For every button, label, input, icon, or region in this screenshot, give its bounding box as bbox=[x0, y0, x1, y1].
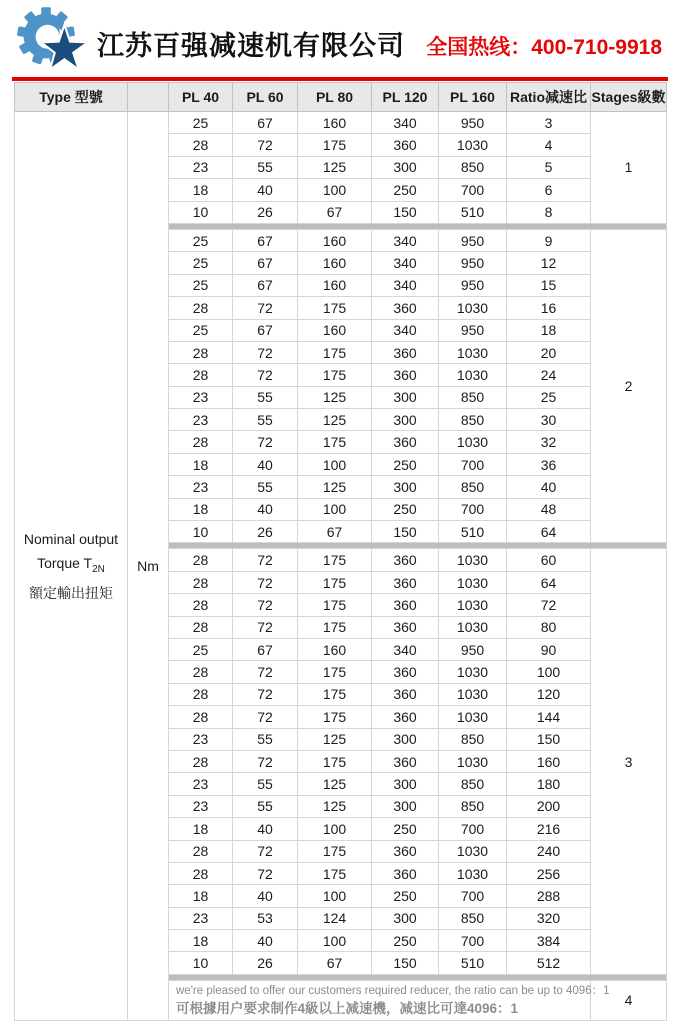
value-cell: 24 bbox=[507, 364, 591, 386]
value-cell: 20 bbox=[507, 341, 591, 363]
type-label-line1: Nominal output bbox=[23, 530, 119, 547]
value-cell: 55 bbox=[233, 156, 298, 178]
value-cell: 125 bbox=[298, 728, 372, 750]
value-cell: 1030 bbox=[439, 862, 507, 884]
value-cell: 1030 bbox=[439, 683, 507, 705]
value-cell: 340 bbox=[372, 252, 439, 274]
value-cell: 67 bbox=[298, 952, 372, 974]
type-label-line2: Torque $T_{2N}$ bbox=[37, 554, 105, 575]
note-text-en: we're pleased to offer our customers required reducer, the ratio can be up to 4096：1 bbox=[176, 984, 610, 997]
type-label-line3: 額定輸出扭矩 bbox=[29, 585, 113, 602]
value-cell: 850 bbox=[439, 476, 507, 498]
value-cell: 125 bbox=[298, 773, 372, 795]
value-cell: 90 bbox=[507, 638, 591, 660]
value-cell: 160 bbox=[298, 229, 372, 251]
value-cell: 360 bbox=[372, 297, 439, 319]
value-cell: 23 bbox=[169, 409, 233, 431]
value-cell: 950 bbox=[439, 638, 507, 660]
value-cell: 67 bbox=[298, 201, 372, 223]
value-cell: 23 bbox=[169, 773, 233, 795]
value-cell: 340 bbox=[372, 112, 439, 134]
value-cell: 25 bbox=[169, 229, 233, 251]
value-cell: 60 bbox=[507, 549, 591, 571]
value-cell: 300 bbox=[372, 907, 439, 929]
value-cell: 67 bbox=[233, 638, 298, 660]
value-cell: 850 bbox=[439, 409, 507, 431]
value-cell: 28 bbox=[169, 431, 233, 453]
col-header-stages: Stages級數 bbox=[591, 83, 667, 112]
company-name: 江苏百强减速机有限公司 bbox=[97, 31, 405, 61]
value-cell: 72 bbox=[233, 750, 298, 772]
value-cell: 100 bbox=[298, 179, 372, 201]
col-header-pl60: PL 60 bbox=[233, 83, 298, 112]
value-cell: 23 bbox=[169, 156, 233, 178]
value-cell: 100 bbox=[298, 930, 372, 952]
value-cell: 124 bbox=[298, 907, 372, 929]
value-cell: 250 bbox=[372, 453, 439, 475]
value-cell: 72 bbox=[233, 683, 298, 705]
value-cell: 950 bbox=[439, 274, 507, 296]
value-cell: 55 bbox=[233, 386, 298, 408]
value-cell: 26 bbox=[233, 952, 298, 974]
note-cell bbox=[169, 980, 610, 1020]
value-cell: 48 bbox=[507, 498, 591, 520]
value-cell: 1030 bbox=[439, 840, 507, 862]
header-row bbox=[15, 83, 667, 112]
value-cell: 80 bbox=[507, 616, 591, 638]
value-cell: 28 bbox=[169, 840, 233, 862]
col-header-pl80: PL 80 bbox=[298, 83, 372, 112]
stage-cell: 2 bbox=[591, 229, 667, 542]
value-cell: 18 bbox=[169, 885, 233, 907]
value-cell: 72 bbox=[233, 549, 298, 571]
value-cell: 55 bbox=[233, 728, 298, 750]
value-cell: 360 bbox=[372, 840, 439, 862]
value-cell: 72 bbox=[233, 341, 298, 363]
value-cell: 32 bbox=[507, 431, 591, 453]
value-cell: 384 bbox=[507, 930, 591, 952]
value-cell: 1030 bbox=[439, 706, 507, 728]
value-cell: 72 bbox=[233, 616, 298, 638]
stage-cell: 4 bbox=[591, 980, 667, 1020]
value-cell: 28 bbox=[169, 862, 233, 884]
value-cell: 72 bbox=[507, 594, 591, 616]
value-cell: 40 bbox=[233, 885, 298, 907]
value-cell: 100 bbox=[298, 885, 372, 907]
value-cell: 67 bbox=[233, 274, 298, 296]
value-cell: 360 bbox=[372, 862, 439, 884]
col-header-pl120: PL 120 bbox=[372, 83, 439, 112]
value-cell: 250 bbox=[372, 498, 439, 520]
value-cell: 67 bbox=[233, 229, 298, 251]
value-cell: 72 bbox=[233, 134, 298, 156]
value-cell: 240 bbox=[507, 840, 591, 862]
value-cell: 9 bbox=[507, 229, 591, 251]
value-cell: 72 bbox=[233, 594, 298, 616]
value-cell: 180 bbox=[507, 773, 591, 795]
value-cell: 125 bbox=[298, 409, 372, 431]
value-cell: 1030 bbox=[439, 661, 507, 683]
value-cell: 55 bbox=[233, 795, 298, 817]
value-cell: 23 bbox=[169, 795, 233, 817]
value-cell: 144 bbox=[507, 706, 591, 728]
value-cell: 67 bbox=[233, 252, 298, 274]
value-cell: 125 bbox=[298, 795, 372, 817]
value-cell: 360 bbox=[372, 661, 439, 683]
value-cell: 510 bbox=[439, 952, 507, 974]
value-cell: 175 bbox=[298, 297, 372, 319]
value-cell: 25 bbox=[169, 252, 233, 274]
value-cell: 288 bbox=[507, 885, 591, 907]
value-cell: 4 bbox=[507, 134, 591, 156]
value-cell: 67 bbox=[233, 319, 298, 341]
value-cell: 360 bbox=[372, 616, 439, 638]
value-cell: 360 bbox=[372, 594, 439, 616]
value-cell: 150 bbox=[372, 521, 439, 543]
value-cell: 120 bbox=[507, 683, 591, 705]
value-cell: 950 bbox=[439, 229, 507, 251]
value-cell: 1030 bbox=[439, 616, 507, 638]
value-cell: 8 bbox=[507, 201, 591, 223]
value-cell: 67 bbox=[298, 521, 372, 543]
value-cell: 360 bbox=[372, 549, 439, 571]
value-cell: 72 bbox=[233, 297, 298, 319]
value-cell: 18 bbox=[169, 453, 233, 475]
value-cell: 28 bbox=[169, 661, 233, 683]
value-cell: 850 bbox=[439, 907, 507, 929]
value-cell: 1030 bbox=[439, 297, 507, 319]
value-cell: 23 bbox=[169, 476, 233, 498]
value-cell: 28 bbox=[169, 750, 233, 772]
value-cell: 160 bbox=[298, 112, 372, 134]
value-cell: 320 bbox=[507, 907, 591, 929]
value-cell: 950 bbox=[439, 112, 507, 134]
value-cell: 40 bbox=[233, 818, 298, 840]
value-cell: 1030 bbox=[439, 750, 507, 772]
value-cell: 175 bbox=[298, 616, 372, 638]
value-cell: 360 bbox=[372, 750, 439, 772]
value-cell: 25 bbox=[507, 386, 591, 408]
value-cell: 850 bbox=[439, 386, 507, 408]
value-cell: 160 bbox=[298, 252, 372, 274]
type-label-cell bbox=[15, 112, 128, 1021]
value-cell: 700 bbox=[439, 453, 507, 475]
col-header-type: Type 型號 bbox=[15, 83, 128, 112]
value-cell: 510 bbox=[439, 201, 507, 223]
value-cell: 216 bbox=[507, 818, 591, 840]
value-cell: 1030 bbox=[439, 594, 507, 616]
value-cell: 100 bbox=[507, 661, 591, 683]
value-cell: 3 bbox=[507, 112, 591, 134]
value-cell: 25 bbox=[169, 112, 233, 134]
value-cell: 1030 bbox=[439, 571, 507, 593]
value-cell: 256 bbox=[507, 862, 591, 884]
value-cell: 700 bbox=[439, 885, 507, 907]
value-cell: 25 bbox=[169, 274, 233, 296]
value-cell: 25 bbox=[169, 638, 233, 660]
value-cell: 360 bbox=[372, 683, 439, 705]
value-cell: 55 bbox=[233, 476, 298, 498]
value-cell: 300 bbox=[372, 795, 439, 817]
value-cell: 850 bbox=[439, 795, 507, 817]
value-cell: 175 bbox=[298, 341, 372, 363]
value-cell: 1030 bbox=[439, 549, 507, 571]
value-cell: 150 bbox=[507, 728, 591, 750]
value-cell: 950 bbox=[439, 252, 507, 274]
value-cell: 300 bbox=[372, 773, 439, 795]
value-cell: 360 bbox=[372, 431, 439, 453]
value-cell: 1030 bbox=[439, 364, 507, 386]
value-cell: 40 bbox=[507, 476, 591, 498]
value-cell: 72 bbox=[233, 661, 298, 683]
value-cell: 160 bbox=[298, 319, 372, 341]
value-cell: 175 bbox=[298, 750, 372, 772]
value-cell: 18 bbox=[169, 930, 233, 952]
value-cell: 125 bbox=[298, 386, 372, 408]
value-cell: 28 bbox=[169, 706, 233, 728]
value-cell: 700 bbox=[439, 498, 507, 520]
value-cell: 18 bbox=[169, 498, 233, 520]
unit-cell: Nm bbox=[128, 112, 169, 1021]
value-cell: 700 bbox=[439, 818, 507, 840]
value-cell: 12 bbox=[507, 252, 591, 274]
value-cell: 10 bbox=[169, 201, 233, 223]
value-cell: 55 bbox=[233, 409, 298, 431]
stage-cell: 3 bbox=[591, 549, 667, 974]
value-cell: 100 bbox=[298, 498, 372, 520]
value-cell: 23 bbox=[169, 386, 233, 408]
value-cell: 40 bbox=[233, 930, 298, 952]
value-cell: 340 bbox=[372, 319, 439, 341]
value-cell: 125 bbox=[298, 156, 372, 178]
value-cell: 23 bbox=[169, 907, 233, 929]
value-cell: 1030 bbox=[439, 431, 507, 453]
value-cell: 18 bbox=[169, 179, 233, 201]
value-cell: 26 bbox=[233, 521, 298, 543]
value-cell: 36 bbox=[507, 453, 591, 475]
table-row bbox=[15, 112, 667, 134]
value-cell: 360 bbox=[372, 571, 439, 593]
value-cell: 72 bbox=[233, 840, 298, 862]
value-cell: 67 bbox=[233, 112, 298, 134]
value-cell: 72 bbox=[233, 431, 298, 453]
value-cell: 26 bbox=[233, 201, 298, 223]
value-cell: 850 bbox=[439, 156, 507, 178]
value-cell: 72 bbox=[233, 862, 298, 884]
value-cell: 175 bbox=[298, 683, 372, 705]
value-cell: 175 bbox=[298, 549, 372, 571]
value-cell: 175 bbox=[298, 364, 372, 386]
value-cell: 850 bbox=[439, 728, 507, 750]
value-cell: 250 bbox=[372, 179, 439, 201]
value-cell: 340 bbox=[372, 274, 439, 296]
value-cell: 16 bbox=[507, 297, 591, 319]
value-cell: 5 bbox=[507, 156, 591, 178]
value-cell: 175 bbox=[298, 134, 372, 156]
value-cell: 72 bbox=[233, 706, 298, 728]
value-cell: 850 bbox=[439, 773, 507, 795]
value-cell: 40 bbox=[233, 498, 298, 520]
value-cell: 125 bbox=[298, 476, 372, 498]
stage-cell: 1 bbox=[591, 112, 667, 224]
value-cell: 28 bbox=[169, 364, 233, 386]
value-cell: 175 bbox=[298, 706, 372, 728]
col-header-pl160: PL 160 bbox=[439, 83, 507, 112]
value-cell: 72 bbox=[233, 571, 298, 593]
value-cell: 300 bbox=[372, 386, 439, 408]
value-cell: 250 bbox=[372, 885, 439, 907]
value-cell: 1030 bbox=[439, 134, 507, 156]
value-cell: 28 bbox=[169, 594, 233, 616]
value-cell: 250 bbox=[372, 930, 439, 952]
value-cell: 950 bbox=[439, 319, 507, 341]
value-cell: 300 bbox=[372, 156, 439, 178]
value-cell: 55 bbox=[233, 773, 298, 795]
col-header-ratio: Ratio减速比 bbox=[507, 83, 591, 112]
value-cell: 160 bbox=[298, 638, 372, 660]
value-cell: 28 bbox=[169, 571, 233, 593]
value-cell: 175 bbox=[298, 862, 372, 884]
value-cell: 23 bbox=[169, 728, 233, 750]
value-cell: 15 bbox=[507, 274, 591, 296]
value-cell: 340 bbox=[372, 229, 439, 251]
value-cell: 40 bbox=[233, 179, 298, 201]
value-cell: 700 bbox=[439, 179, 507, 201]
value-cell: 10 bbox=[169, 521, 233, 543]
value-cell: 300 bbox=[372, 476, 439, 498]
value-cell: 175 bbox=[298, 661, 372, 683]
reducer-spec-table bbox=[14, 82, 667, 1021]
value-cell: 28 bbox=[169, 616, 233, 638]
value-cell: 72 bbox=[233, 364, 298, 386]
value-cell: 160 bbox=[298, 274, 372, 296]
value-cell: 175 bbox=[298, 431, 372, 453]
col-header-pl40: PL 40 bbox=[169, 83, 233, 112]
value-cell: 1030 bbox=[439, 341, 507, 363]
value-cell: 28 bbox=[169, 683, 233, 705]
value-cell: 150 bbox=[372, 201, 439, 223]
value-cell: 18 bbox=[169, 818, 233, 840]
value-cell: 64 bbox=[507, 521, 591, 543]
value-cell: 700 bbox=[439, 930, 507, 952]
value-cell: 200 bbox=[507, 795, 591, 817]
value-cell: 40 bbox=[233, 453, 298, 475]
value-cell: 160 bbox=[507, 750, 591, 772]
value-cell: 360 bbox=[372, 364, 439, 386]
col-header-unit bbox=[128, 83, 169, 112]
gear-star-logo-icon bbox=[12, 4, 96, 76]
value-cell: 510 bbox=[439, 521, 507, 543]
value-cell: 28 bbox=[169, 297, 233, 319]
value-cell: 28 bbox=[169, 341, 233, 363]
value-cell: 18 bbox=[507, 319, 591, 341]
value-cell: 28 bbox=[169, 549, 233, 571]
value-cell: 340 bbox=[372, 638, 439, 660]
value-cell: 175 bbox=[298, 594, 372, 616]
value-cell: 360 bbox=[372, 706, 439, 728]
value-cell: 360 bbox=[372, 341, 439, 363]
value-cell: 6 bbox=[507, 179, 591, 201]
value-cell: 10 bbox=[169, 952, 233, 974]
note-text-zh: 可根據用户要求制作4級以上减速機，减速比可達4096：1 bbox=[176, 1000, 519, 1016]
value-cell: 175 bbox=[298, 571, 372, 593]
value-cell: 300 bbox=[372, 409, 439, 431]
value-cell: 175 bbox=[298, 840, 372, 862]
value-cell: 512 bbox=[507, 952, 591, 974]
value-cell: 30 bbox=[507, 409, 591, 431]
page-banner bbox=[0, 0, 680, 77]
hotline-number: 全国热线：400-710-9918 bbox=[426, 36, 662, 59]
table-body bbox=[15, 112, 667, 1021]
value-cell: 300 bbox=[372, 728, 439, 750]
value-cell: 100 bbox=[298, 453, 372, 475]
value-cell: 25 bbox=[169, 319, 233, 341]
value-cell: 100 bbox=[298, 818, 372, 840]
value-cell: 64 bbox=[507, 571, 591, 593]
red-divider-bar bbox=[12, 77, 668, 81]
value-cell: 150 bbox=[372, 952, 439, 974]
value-cell: 28 bbox=[169, 134, 233, 156]
value-cell: 53 bbox=[233, 907, 298, 929]
value-cell: 250 bbox=[372, 818, 439, 840]
value-cell: 360 bbox=[372, 134, 439, 156]
